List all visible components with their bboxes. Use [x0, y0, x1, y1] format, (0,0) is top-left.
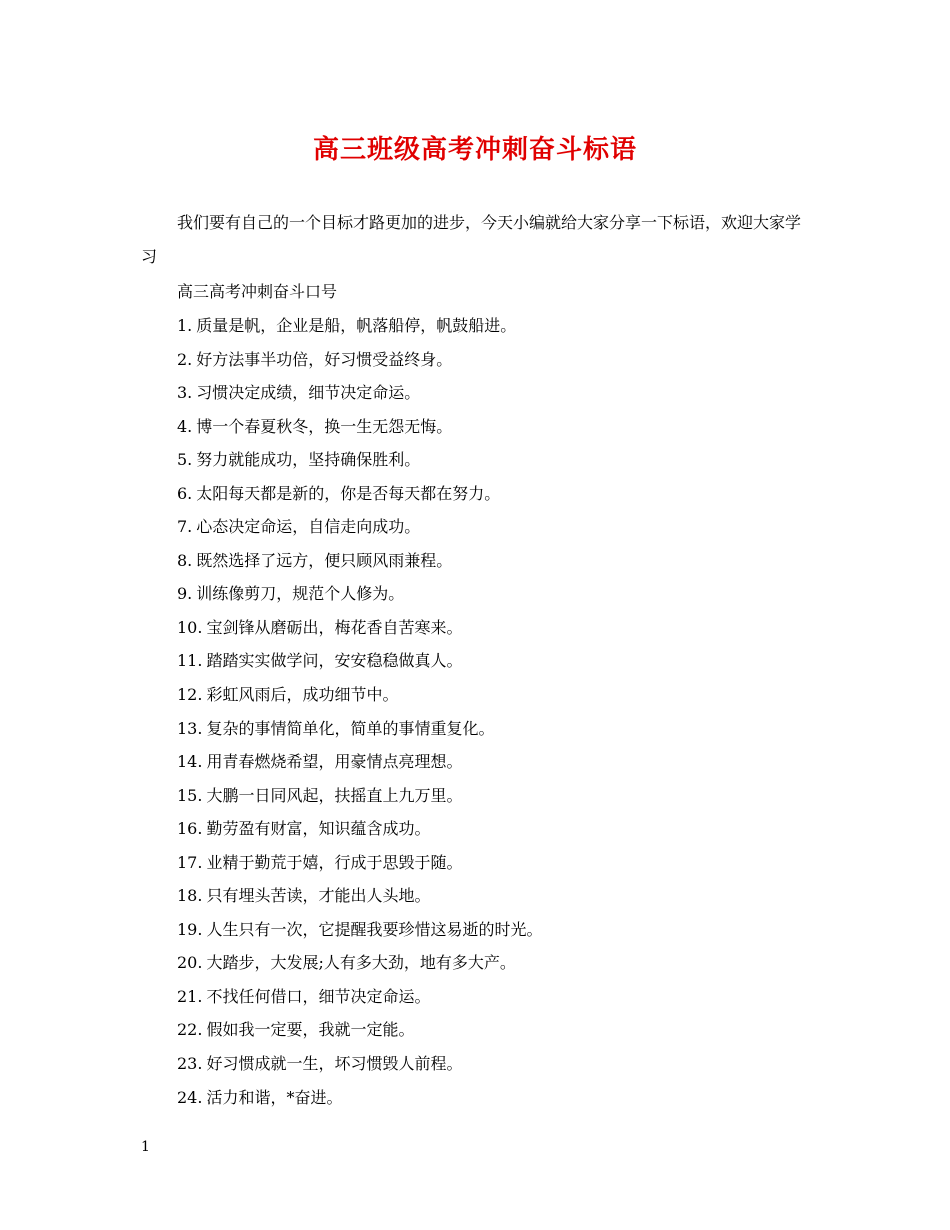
list-item [177, 980, 542, 1014]
list-item [177, 1013, 542, 1047]
list-item-text: 用青春燃烧希望，用豪情点亮理想。 [206, 752, 463, 772]
list-item-text: 既然选择了远方，便只顾风雨兼程。 [196, 550, 453, 570]
list-item-number: 3. [177, 383, 193, 403]
list-item [177, 477, 542, 511]
list-item-number: 17. [177, 852, 203, 872]
list-item-number: 10. [177, 617, 203, 637]
list-item-text: 人生只有一次，它提醒我要珍惜这易逝的时光。 [206, 919, 543, 939]
list-item-number: 18. [177, 886, 203, 906]
list-item [177, 1047, 542, 1081]
list-item-text: 心态决定命运，自信走向成功。 [196, 517, 421, 537]
list-item-number: 14. [177, 752, 203, 772]
list-item-text: 质量是帆，企业是船，帆落船停，帆鼓船进。 [196, 316, 517, 335]
list-item [177, 678, 542, 712]
list-item-text: 假如我一定要，我就一定能。 [206, 1020, 415, 1040]
list-item-number: 19. [177, 919, 203, 939]
list-item [177, 779, 542, 813]
list-item-number: 24. [177, 1087, 203, 1107]
slogan-list [177, 309, 542, 1114]
list-item-text: 复杂的事情简单化，简单的事情重复化。 [206, 718, 495, 738]
list-item-text: 努力就能成功，坚持确保胜利。 [196, 450, 421, 470]
list-item [177, 577, 542, 611]
list-item-text: 大鹏一日同风起，扶摇直上九万里。 [206, 785, 463, 805]
list-item [177, 611, 542, 645]
list-item [177, 544, 542, 578]
list-item-number: 6. [177, 483, 193, 503]
list-item-text: 大踏步，大发展;人有多大劲，地有多大产。 [206, 953, 516, 973]
list-item-text: 太阳每天都是新的，你是否每天都在努力。 [196, 483, 501, 503]
list-item [177, 1081, 542, 1115]
list-item [177, 343, 542, 377]
list-item-number: 1. [177, 316, 193, 335]
list-item [177, 510, 542, 544]
list-item [177, 846, 542, 880]
list-item-text: 彩虹风雨后，成功细节中。 [206, 685, 399, 705]
list-item-text: 活力和谐，*奋进。 [206, 1087, 343, 1107]
list-item [177, 410, 542, 444]
list-item-number: 23. [177, 1054, 203, 1074]
list-item [177, 309, 542, 343]
list-item-number: 21. [177, 986, 203, 1006]
section-heading: 高三高考冲刺奋斗口号 [177, 282, 338, 301]
list-item-text: 勤劳盈有财富，知识蕴含成功。 [206, 819, 431, 839]
list-item [177, 812, 542, 846]
list-item-text: 训练像剪刀，规范个人修为。 [196, 584, 405, 604]
list-item-text: 好方法事半功倍，好习惯受益终身。 [196, 349, 453, 369]
list-item-text: 习惯决定成绩，细节决定命运。 [196, 383, 421, 403]
list-item-number: 11. [177, 651, 203, 671]
list-item-number: 20. [177, 953, 203, 973]
list-item-text: 业精于勤荒于嬉，行成于思毁于随。 [206, 852, 463, 872]
list-item [177, 946, 542, 980]
list-item-number: 4. [177, 416, 193, 436]
list-item [177, 376, 542, 410]
list-item-number: 22. [177, 1020, 203, 1040]
list-item-number: 12. [177, 685, 203, 705]
list-item [177, 712, 542, 746]
list-item-number: 5. [177, 450, 193, 470]
list-item [177, 879, 542, 913]
list-item-text: 踏踏实实做学问，安安稳稳做真人。 [206, 651, 463, 671]
list-item [177, 644, 542, 678]
list-item-number: 9. [177, 584, 193, 604]
list-item-text: 不找任何借口，细节决定命运。 [206, 986, 431, 1006]
list-item-text: 宝剑锋从磨砺出，梅花香自苦寒来。 [206, 617, 463, 637]
list-item-number: 13. [177, 718, 203, 738]
page-number: 1 [141, 1139, 150, 1155]
list-item [177, 745, 542, 779]
list-item [177, 443, 542, 477]
list-item-number: 2. [177, 349, 193, 369]
list-item-number: 15. [177, 785, 203, 805]
document-title: 高三班级高考冲刺奋斗标语 [312, 135, 637, 165]
list-item-number: 7. [177, 517, 193, 537]
list-item-text: 博一个春夏秋冬，换一生无怨无悔。 [196, 416, 453, 436]
list-item-text: 好习惯成就一生，坏习惯毁人前程。 [206, 1054, 463, 1074]
list-item-number: 16. [177, 819, 203, 839]
list-item [177, 913, 542, 947]
list-item-number: 8. [177, 550, 193, 570]
intro-paragraph: 我们要有自己的一个目标才路更加的进步，今天小编就给大家分享一下标语，欢迎大家学习 [141, 213, 802, 266]
list-item-text: 只有埋头苦读，才能出人头地。 [206, 886, 431, 906]
